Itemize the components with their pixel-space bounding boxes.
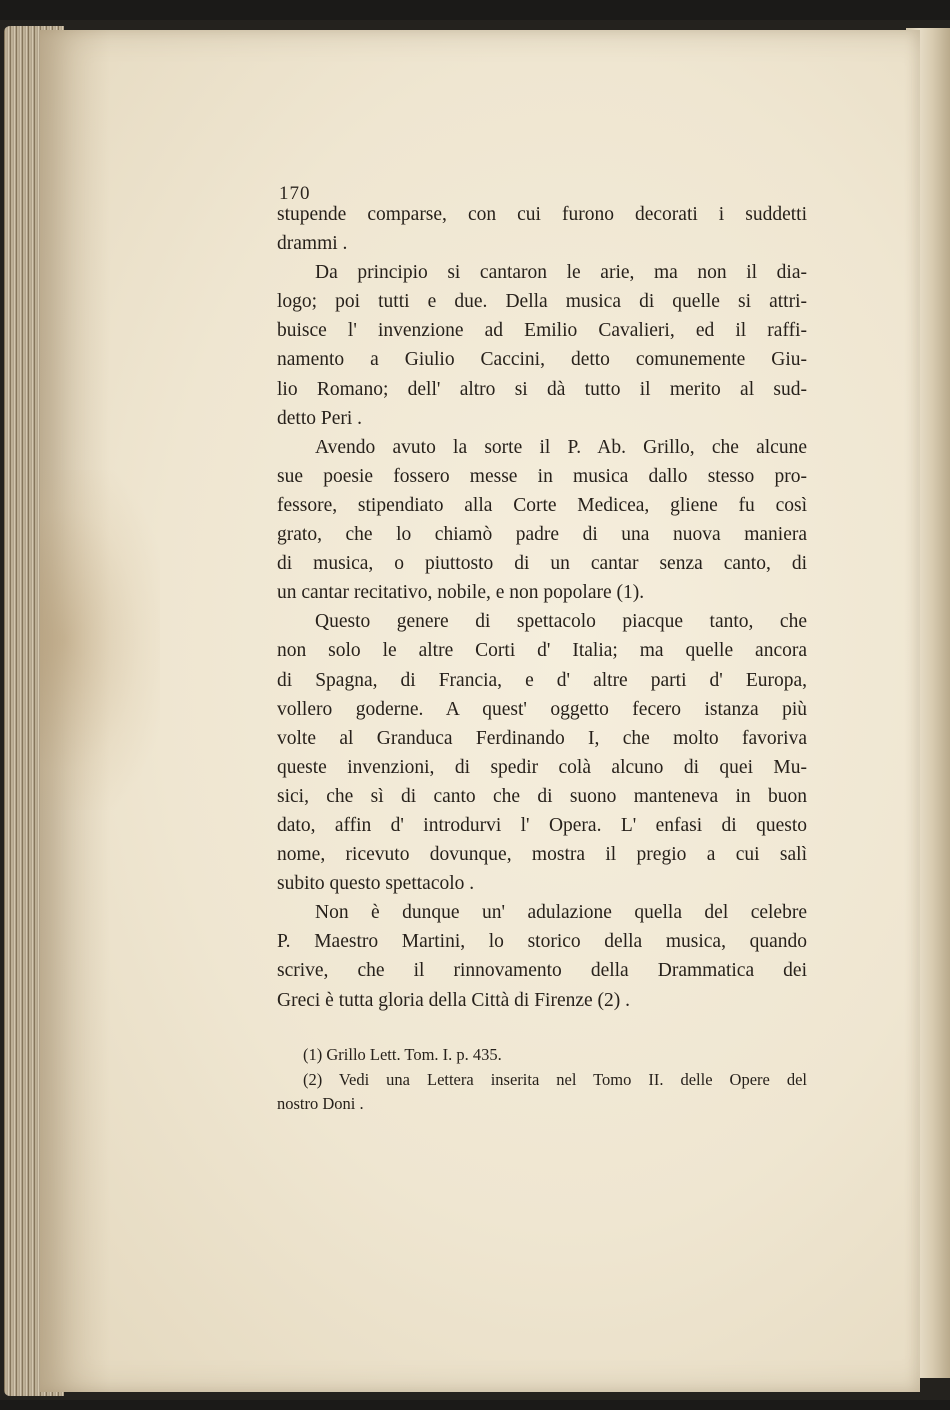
text-line: Da principio si cantaron le arie, ma non il dia- xyxy=(315,262,807,284)
text-line: Avendo avuto la sorte il P. Ab. Grillo, che alcune xyxy=(315,436,807,458)
text-line: dato, affin d' introdurvi l' Opera. L' enfasi di questo xyxy=(277,814,807,836)
text-line: nome, ricevuto dovunque, mostra il pregio a cui salì xyxy=(277,844,807,866)
text-line: namento a Giulio Caccini, detto comunemente Giu- xyxy=(277,349,807,371)
text-line: non solo le altre Corti d' Italia; ma quelle ancora xyxy=(277,640,807,662)
text-line: grato, che lo chiamò padre di una nuova maniera xyxy=(277,524,807,546)
text-line: di Spagna, di Francia, e d' altre parti d' Europa, xyxy=(277,669,807,691)
text-line: vollero goderne. A quest' oggetto fecero istanza più xyxy=(277,698,807,720)
page-stain xyxy=(40,470,160,810)
text-line: queste invenzioni, di spedir colà alcuno di quei Mu- xyxy=(277,756,807,778)
text-line: subito questo spettacolo . xyxy=(277,873,475,895)
text-line: buisce l' invenzione ad Emilio Cavalieri, ed il raffi- xyxy=(277,320,807,342)
text-line: logo; poi tutti e due. Della musica di quelle si attri- xyxy=(277,291,807,313)
text-line: P. Maestro Martini, lo storico della musica, quando xyxy=(277,931,807,953)
page-number: 170 xyxy=(279,183,311,204)
text-line: Questo genere di spettacolo piacque tanto, che xyxy=(315,611,807,633)
text-line: volte al Granduca Ferdinando I, che molto favoriva xyxy=(277,727,807,749)
text-line: stupende comparse, con cui furono decorati i suddetti xyxy=(277,204,807,225)
text-line: di musica, o piuttosto di un cantar senza canto, di xyxy=(277,553,807,575)
text-line: sue poesie fossero messe in musica dallo stesso pro- xyxy=(277,465,807,487)
body-text xyxy=(277,200,807,1015)
footnote: (1) Grillo Lett. Tom. I. p. 435. xyxy=(303,1045,502,1064)
text-line: un cantar recitativo, nobile, e non popolare (1). xyxy=(277,582,645,604)
footnote: nostro Doni . xyxy=(277,1094,364,1113)
footnote: (2) Vedi una Lettera inserita nel Tomo II. delle Opere del xyxy=(303,1069,807,1089)
text-line: Non è dunque un' adulazione quella del celebre xyxy=(315,902,807,924)
text-line: detto Peri . xyxy=(277,407,363,429)
text-line: scrive, che il rinnovamento della Drammatica dei xyxy=(277,960,807,982)
text-line: Greci è tutta gloria della Città di Firenze (2) . xyxy=(277,989,631,1011)
text-line: fessore, stipendiato alla Corte Medicea, gliene fu così xyxy=(277,494,807,516)
footnotes xyxy=(277,1043,807,1117)
text-line: drammi . xyxy=(277,233,348,255)
text-line: sici, che sì di canto che di suono manteneva in buon xyxy=(277,785,807,807)
text-line: lio Romano; dell' altro si dà tutto il merito al sud- xyxy=(277,378,807,400)
